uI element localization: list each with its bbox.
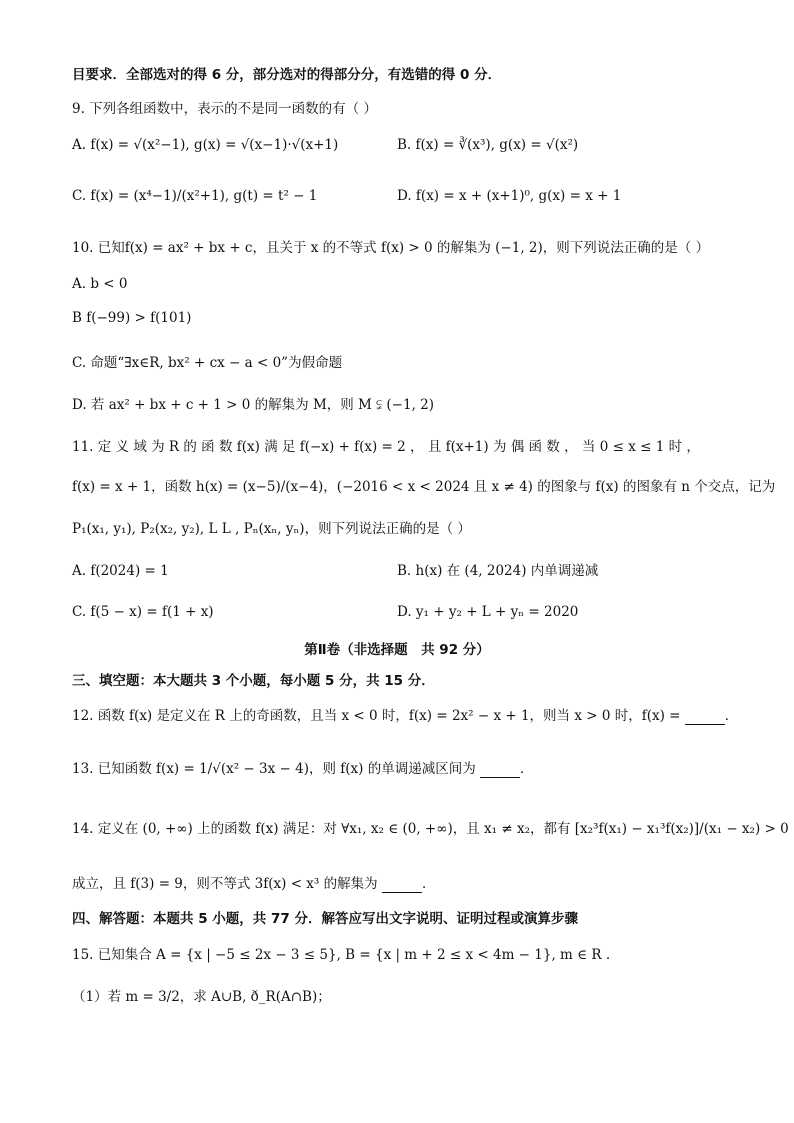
q11-option-b: B. h(x) 在 (4, 2024) 内单调递减 [397, 563, 599, 579]
q11-option-d: D. y₁ + y₂ + L + yₙ = 2020 [397, 604, 579, 620]
q12-answer-blank [685, 710, 725, 725]
q12-text: 12. 函数 f(x) 是定义在 R 上的奇函数，且当 x < 0 时，f(x) = 2x² − x + 1，则当 x > 0 时，f(x) = [72, 708, 681, 724]
q13-text: 13. 已知函数 f(x) = 1/√(x² − 3x − 4)，则 f(x) 的单调递减区间为 [72, 761, 476, 777]
q15-part1: （1）若 m = 3/2，求 A∪B, ð_R(A∩B)； [72, 989, 331, 1005]
q14-answer-blank [382, 878, 422, 893]
q9-option-a: A. f(x) = √(x²−1), g(x) = √(x−1)·√(x+1) [72, 137, 339, 153]
q14-period: ． [421, 876, 436, 892]
q9-stem: 9. 下列各组函数中，表示的不是同一函数的有（ ） [72, 101, 377, 117]
q10-stem: 10. 已知f(x) = ax² + bx + c，且关于 x 的不等式 f(x) > 0 的解集为 (−1, 2)，则下列说法正确的是（ ） [72, 240, 710, 256]
section3-title: 三、填空题：本大题共 3 个小题，每小题 5 分，共 15 分． [72, 673, 435, 689]
q10-option-a: A. b < 0 [72, 276, 128, 292]
q9-option-b: B. f(x) = ∛(x³), g(x) = √(x²) [397, 137, 579, 153]
section4-title: 四、解答题：本题共 5 小题，共 77 分．解答应写出文字说明、证明过程或演算步骤 [72, 911, 578, 927]
q10-option-d: D. 若 ax² + bx + c + 1 > 0 的解集为 M，则 M ⫋ (−1, 2) [72, 397, 435, 413]
q13-answer-blank [480, 763, 520, 778]
q15-stem: 15. 已知集合 A = {x | −5 ≤ 2x − 3 ≤ 5}, B = {x | m + 2 ≤ x < 4m − 1}, m ∈ R . [72, 947, 611, 963]
q14-text: 成立，且 f(3) = 9，则不等式 3f(x) < x³ 的解集为 [72, 876, 378, 892]
q9-option-c: C. f(x) = (x⁴−1)/(x²+1), g(t) = t² − 1 [72, 188, 318, 204]
q10-option-b: B f(−99) > f(101) [72, 310, 192, 326]
q11-option-c: C. f(5 − x) = f(1 + x) [72, 604, 214, 620]
q13-period: ． [520, 761, 534, 777]
q14-line1: 14. 定义在 (0, +∞) 上的函数 f(x) 满足：对 ∀x₁, x₂ ∈ (0, +∞)，且 x₁ ≠ x₂，都有 [x₂³f(x₁) − x₁³f(x₂)]/(x₁ − x₂) > 0 [72, 821, 789, 837]
q12-period: ． [724, 708, 739, 724]
q11-line1: 11. 定 义 域 为 R 的 函 数 f(x) 满 足 f(−x) + f(x) = 2 ， 且 f(x+1) 为 偶 函 数 ， 当 0 ≤ x ≤ 1 时 ， [72, 439, 700, 455]
header-instruction: 目要求．全部选对的得 6 分，部分选对的得部分分，有选错的得 0 分． [72, 67, 502, 83]
q11-line3: P₁(x₁, y₁), P₂(x₂, y₂), L L , Pₙ(xₙ, yₙ)，则下列说法正确的是（ ） [72, 521, 471, 537]
q13 [72, 760, 534, 778]
q11-option-a: A. f(2024) = 1 [72, 563, 169, 579]
q9-option-d: D. f(x) = x + (x+1)⁰, g(x) = x + 1 [397, 188, 622, 204]
q12 [72, 707, 738, 725]
part2-title: 第Ⅱ卷（非选择题 共 92 分） [304, 642, 490, 658]
q14-line2 [72, 875, 435, 893]
q10-option-c: C. 命题“∃x∈R, bx² + cx − a < 0”为假命题 [72, 355, 343, 371]
q11-line2: f(x) = x + 1，函数 h(x) = (x−5)/(x−4)，(−2016 < x < 2024 且 x ≠ 4) 的图象与 f(x) 的图象有 n 个交点，记为 [72, 479, 776, 495]
